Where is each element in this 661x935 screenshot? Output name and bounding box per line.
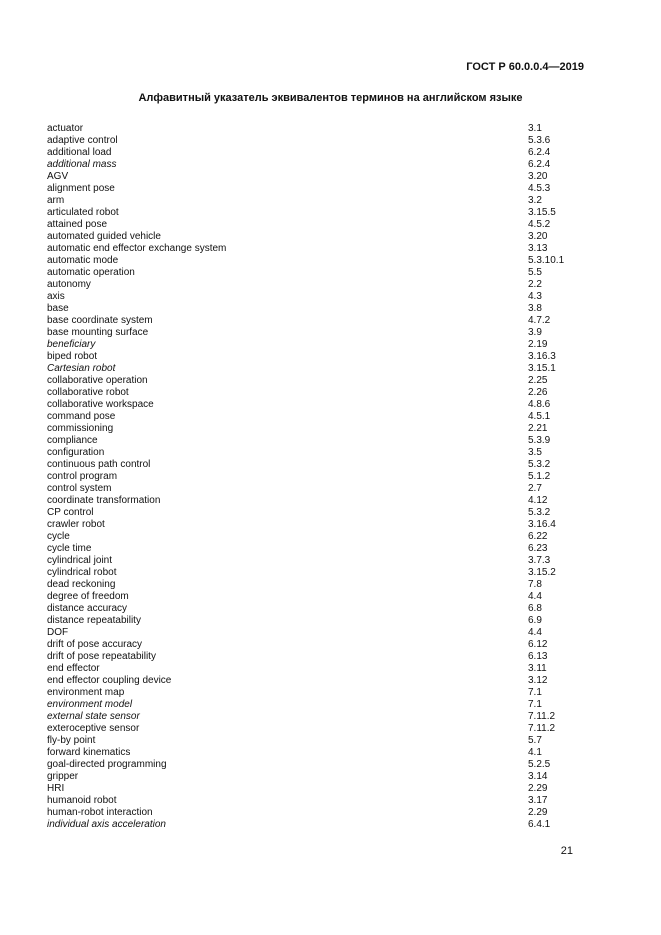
index-entry bbox=[47, 291, 587, 303]
entry-reference: 7.1 bbox=[528, 687, 542, 698]
entry-reference: 4.5.1 bbox=[528, 411, 551, 422]
entry-term: base bbox=[47, 303, 69, 314]
index-entry bbox=[47, 759, 587, 771]
index-entry bbox=[47, 699, 587, 711]
entry-reference: 3.15.5 bbox=[528, 207, 556, 218]
entry-term: forward kinematics bbox=[47, 747, 131, 758]
index-entry bbox=[47, 267, 587, 279]
index-entry bbox=[47, 783, 587, 795]
entry-term: gripper bbox=[47, 771, 79, 782]
index-entry bbox=[47, 675, 587, 687]
index-entry bbox=[47, 507, 587, 519]
index-entry bbox=[47, 687, 587, 699]
index-entry bbox=[47, 651, 587, 663]
entry-reference: 3.15.2 bbox=[528, 567, 556, 578]
index-entry bbox=[47, 447, 587, 459]
index-entry bbox=[47, 279, 587, 291]
index-entry bbox=[47, 807, 587, 819]
entry-reference: 5.3.2 bbox=[528, 459, 551, 470]
entry-term: exteroceptive sensor bbox=[47, 723, 140, 734]
index-entry bbox=[47, 591, 587, 603]
entry-term: automatic operation bbox=[47, 267, 135, 278]
entry-reference: 3.11 bbox=[528, 663, 547, 674]
index-entry bbox=[47, 195, 587, 207]
entry-term: configuration bbox=[47, 447, 105, 458]
entry-term: beneficiary bbox=[47, 339, 96, 350]
index-entry bbox=[47, 747, 587, 759]
index-entry bbox=[47, 363, 587, 375]
index-entry bbox=[47, 771, 587, 783]
index-entry bbox=[47, 711, 587, 723]
entry-reference: 7.1 bbox=[528, 699, 542, 710]
entry-reference: 2.29 bbox=[528, 807, 548, 818]
entry-reference: 4.5.3 bbox=[528, 183, 551, 194]
entry-term: base mounting surface bbox=[47, 327, 149, 338]
entry-reference: 3.16.4 bbox=[528, 519, 556, 530]
entry-reference: 2.26 bbox=[528, 387, 548, 398]
entry-reference: 5.3.10.1 bbox=[528, 255, 565, 266]
entry-term: additional mass bbox=[47, 159, 117, 170]
index-entry bbox=[47, 399, 587, 411]
entry-term: humanoid robot bbox=[47, 795, 117, 806]
entry-term: individual axis acceleration bbox=[47, 819, 166, 830]
entry-term: Cartesian robot bbox=[47, 363, 116, 374]
entry-reference: 2.29 bbox=[528, 783, 548, 794]
entry-term: AGV bbox=[47, 171, 69, 182]
index-entry bbox=[47, 375, 587, 387]
index-entry bbox=[47, 495, 587, 507]
entry-reference: 7.11.2 bbox=[528, 711, 556, 722]
entry-term: drift of pose accuracy bbox=[47, 639, 143, 650]
index-entry bbox=[47, 231, 587, 243]
entry-term: collaborative robot bbox=[47, 387, 129, 398]
entry-reference: 6.2.4 bbox=[528, 159, 551, 170]
entry-term: distance repeatability bbox=[47, 615, 141, 626]
entry-reference: 2.2 bbox=[528, 279, 542, 290]
index-entry bbox=[47, 435, 587, 447]
entry-term: biped robot bbox=[47, 351, 98, 362]
entry-reference: 3.2 bbox=[528, 195, 542, 206]
entry-term: collaborative workspace bbox=[47, 399, 154, 410]
entry-term: DOF bbox=[47, 627, 69, 638]
entry-reference: 3.12 bbox=[528, 675, 548, 686]
index-entry bbox=[47, 327, 587, 339]
entry-term: environment model bbox=[47, 699, 133, 710]
index-entry bbox=[47, 627, 587, 639]
entry-term: dead reckoning bbox=[47, 579, 116, 590]
entry-reference: 6.12 bbox=[528, 639, 548, 650]
entry-term: external state sensor bbox=[47, 711, 140, 722]
entry-term: attained pose bbox=[47, 219, 108, 230]
index-entry bbox=[47, 171, 587, 183]
entry-reference: 2.21 bbox=[528, 423, 548, 434]
entry-term: actuator bbox=[47, 123, 84, 134]
entry-term: cylindrical robot bbox=[47, 567, 117, 578]
index-entry bbox=[47, 567, 587, 579]
entry-reference: 6.9 bbox=[528, 615, 542, 626]
entry-reference: 3.5 bbox=[528, 447, 542, 458]
entry-term: articulated robot bbox=[47, 207, 119, 218]
entry-term: arm bbox=[47, 195, 65, 206]
index-entry bbox=[47, 303, 587, 315]
entry-term: autonomy bbox=[47, 279, 91, 290]
index-entry bbox=[47, 579, 587, 591]
index-entry bbox=[47, 819, 587, 831]
entry-reference: 3.1 bbox=[528, 123, 542, 134]
entry-term: axis bbox=[47, 291, 65, 302]
entry-reference: 3.15.1 bbox=[528, 363, 556, 374]
entry-reference: 2.25 bbox=[528, 375, 548, 386]
index-entry bbox=[47, 471, 587, 483]
entry-term: degree of freedom bbox=[47, 591, 129, 602]
entry-term: automated guided vehicle bbox=[47, 231, 161, 242]
entry-reference: 3.14 bbox=[528, 771, 548, 782]
page-number: 21 bbox=[560, 845, 573, 857]
entry-reference: 4.4 bbox=[528, 591, 542, 602]
index-entry bbox=[47, 795, 587, 807]
index-entry bbox=[47, 123, 587, 135]
entry-reference: 7.8 bbox=[528, 579, 542, 590]
entry-term: control system bbox=[47, 483, 112, 494]
entry-term: cylindrical joint bbox=[47, 555, 113, 566]
entry-reference: 6.2.4 bbox=[528, 147, 551, 158]
index-entry bbox=[47, 543, 587, 555]
index-entry bbox=[47, 135, 587, 147]
entry-term: fly-by point bbox=[47, 735, 96, 746]
index-entry bbox=[47, 735, 587, 747]
entry-reference: 4.12 bbox=[528, 495, 548, 506]
index-entry bbox=[47, 603, 587, 615]
index-entry bbox=[47, 339, 587, 351]
entry-reference: 3.20 bbox=[528, 231, 548, 242]
entry-term: additional load bbox=[47, 147, 112, 158]
entry-reference: 6.22 bbox=[528, 531, 548, 542]
entry-term: automatic end effector exchange system bbox=[47, 243, 227, 254]
index-entry bbox=[47, 315, 587, 327]
entry-reference: 6.13 bbox=[528, 651, 548, 662]
entry-reference: 3.13 bbox=[528, 243, 548, 254]
index-entry bbox=[47, 459, 587, 471]
entry-term: compliance bbox=[47, 435, 98, 446]
entry-term: drift of pose repeatability bbox=[47, 651, 156, 662]
term-index-list bbox=[47, 123, 587, 831]
entry-reference: 6.23 bbox=[528, 543, 548, 554]
entry-reference: 7.11.2 bbox=[528, 723, 556, 734]
entry-reference: 2.7 bbox=[528, 483, 542, 494]
entry-reference: 6.4.1 bbox=[528, 819, 551, 830]
index-entry bbox=[47, 723, 587, 735]
index-entry bbox=[47, 387, 587, 399]
entry-reference: 5.7 bbox=[528, 735, 542, 746]
entry-term: end effector coupling device bbox=[47, 675, 172, 686]
entry-term: continuous path control bbox=[47, 459, 151, 470]
entry-term: base coordinate system bbox=[47, 315, 153, 326]
index-entry bbox=[47, 159, 587, 171]
entry-term: CP control bbox=[47, 507, 94, 518]
entry-reference: 3.9 bbox=[528, 327, 542, 338]
index-entry bbox=[47, 147, 587, 159]
entry-reference: 5.3.2 bbox=[528, 507, 551, 518]
entry-reference: 4.3 bbox=[528, 291, 542, 302]
index-entry bbox=[47, 483, 587, 495]
index-entry bbox=[47, 519, 587, 531]
entry-term: commissioning bbox=[47, 423, 114, 434]
index-entry bbox=[47, 555, 587, 567]
standard-code: ГОСТ Р 60.0.0.4—2019 bbox=[466, 61, 584, 73]
index-entry bbox=[47, 207, 587, 219]
entry-reference: 5.3.9 bbox=[528, 435, 551, 446]
entry-reference: 3.7.3 bbox=[528, 555, 551, 566]
entry-term: coordinate transformation bbox=[47, 495, 161, 506]
index-entry bbox=[47, 639, 587, 651]
index-entry bbox=[47, 255, 587, 267]
index-title: Алфавитный указатель эквивалентов терминов на английском языке bbox=[138, 92, 523, 104]
index-entry bbox=[47, 663, 587, 675]
entry-term: environment map bbox=[47, 687, 125, 698]
entry-term: distance accuracy bbox=[47, 603, 128, 614]
entry-reference: 4.4 bbox=[528, 627, 542, 638]
entry-reference: 4.7.2 bbox=[528, 315, 551, 326]
index-entry bbox=[47, 219, 587, 231]
index-entry bbox=[47, 615, 587, 627]
entry-reference: 6.8 bbox=[528, 603, 542, 614]
entry-term: cycle bbox=[47, 531, 70, 542]
entry-reference: 2.19 bbox=[528, 339, 548, 350]
entry-term: alignment pose bbox=[47, 183, 115, 194]
entry-reference: 5.3.6 bbox=[528, 135, 551, 146]
entry-reference: 4.8.6 bbox=[528, 399, 551, 410]
entry-reference: 3.20 bbox=[528, 171, 548, 182]
index-entry bbox=[47, 183, 587, 195]
entry-reference: 3.16.3 bbox=[528, 351, 556, 362]
index-entry bbox=[47, 531, 587, 543]
entry-reference: 4.1 bbox=[528, 747, 542, 758]
entry-reference: 5.1.2 bbox=[528, 471, 551, 482]
entry-reference: 4.5.2 bbox=[528, 219, 551, 230]
entry-reference: 3.8 bbox=[528, 303, 542, 314]
entry-term: adaptive control bbox=[47, 135, 118, 146]
entry-term: crawler robot bbox=[47, 519, 105, 530]
index-entry bbox=[47, 411, 587, 423]
entry-reference: 3.17 bbox=[528, 795, 548, 806]
entry-reference: 5.2.5 bbox=[528, 759, 551, 770]
entry-term: collaborative operation bbox=[47, 375, 148, 386]
entry-term: goal-directed programming bbox=[47, 759, 167, 770]
entry-term: control program bbox=[47, 471, 118, 482]
entry-term: cycle time bbox=[47, 543, 92, 554]
entry-term: end effector bbox=[47, 663, 100, 674]
entry-term: command pose bbox=[47, 411, 116, 422]
entry-term: HRI bbox=[47, 783, 65, 794]
index-entry bbox=[47, 423, 587, 435]
index-entry bbox=[47, 351, 587, 363]
entry-term: human-robot interaction bbox=[47, 807, 153, 818]
index-entry bbox=[47, 243, 587, 255]
entry-term: automatic mode bbox=[47, 255, 119, 266]
entry-reference: 5.5 bbox=[528, 267, 542, 278]
